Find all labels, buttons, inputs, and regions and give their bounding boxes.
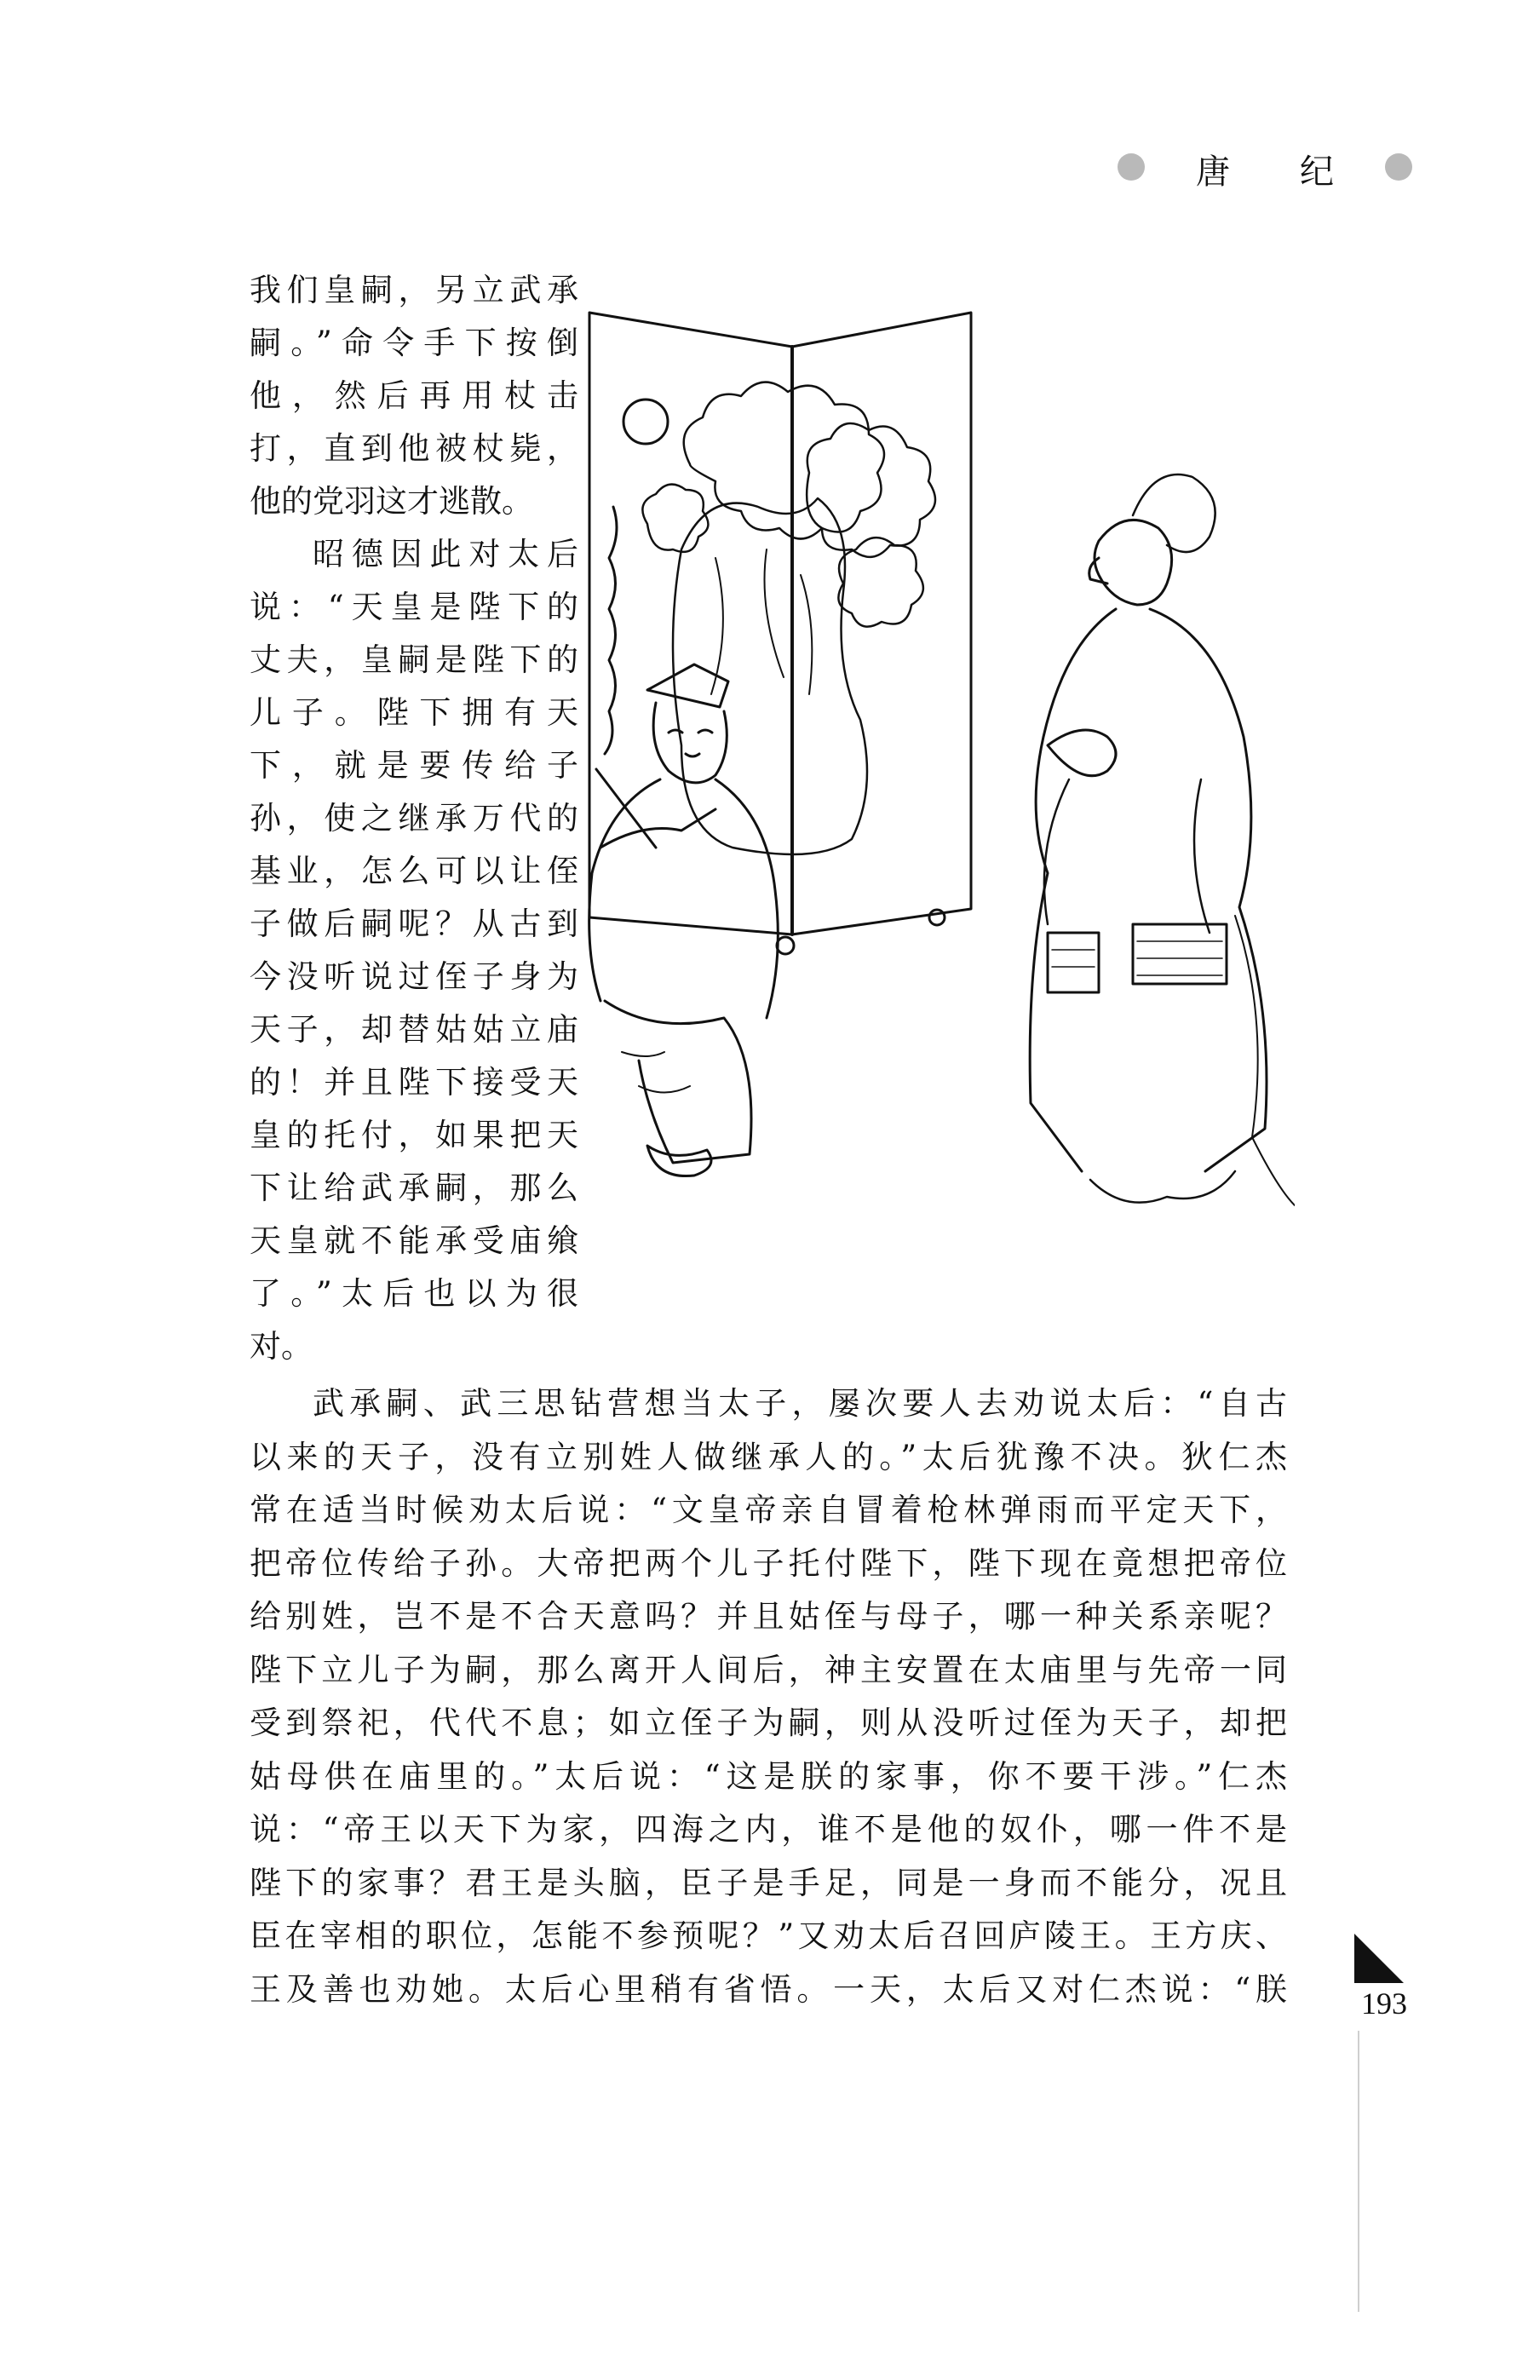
text-line: 皇的托付，如果把天 bbox=[250, 1117, 578, 1153]
folding-screen-drawing bbox=[589, 313, 971, 954]
text-line: 以来的天子，没有立别姓人做继承人的。”太后犹豫不决。狄仁杰 bbox=[250, 1438, 1287, 1475]
header-left-dot bbox=[1118, 153, 1145, 181]
text-line: 说：“帝王以天下为家，四海之内，谁不是他的奴仆，哪一件不是 bbox=[250, 1811, 1287, 1848]
text-line: 陛下立儿子为嗣，那么离开人间后，神主安置在太庙里与先帝一同 bbox=[250, 1651, 1287, 1688]
text-line: 昭德因此对太后 bbox=[313, 536, 578, 572]
text-line: 丈夫，皇嗣是陛下的 bbox=[250, 641, 578, 678]
text-line: 把帝位传给子孙。大帝把两个儿子托付陛下，陛下现在竟想把帝位 bbox=[250, 1544, 1287, 1582]
text-line: 天子，却替姑姑立庙 bbox=[250, 1011, 578, 1048]
text-line: 他，然后再用杖击 bbox=[250, 377, 578, 414]
text-line: 天皇就不能承受庙飨 bbox=[250, 1222, 578, 1259]
illustration bbox=[588, 302, 1295, 1308]
text-line: 他的党羽这才逃散。 bbox=[250, 483, 533, 520]
text-line: 下，就是要传给子 bbox=[250, 747, 578, 784]
header-char-ji: 纪 bbox=[1300, 152, 1334, 192]
header-char-tang: 唐 bbox=[1196, 152, 1230, 192]
text-line: 王及善也劝她。太后心里稍有省悟。一天，太后又对仁杰说：“朕 bbox=[250, 1970, 1287, 2008]
text-line: 对。 bbox=[250, 1328, 313, 1365]
text-line: 说：“天皇是陛下的 bbox=[250, 589, 578, 625]
page-corner-tab bbox=[1354, 1934, 1404, 1983]
text-line: 姑母供在庙里的。”太后说：“这是朕的家事，你不要干涉。”仁杰 bbox=[250, 1757, 1287, 1795]
text-line: 嗣。”命令手下按倒 bbox=[250, 325, 578, 361]
text-line: 基业，怎么可以让侄 bbox=[250, 853, 578, 889]
text-line: 受到祭祀，代代不息；如立侄子为嗣，则从没听过侄为天子，却把 bbox=[250, 1705, 1287, 1741]
text-line: 儿子。陛下拥有天 bbox=[250, 694, 578, 731]
text-line: 武承嗣、武三思钻营想当太子，屡次要人去劝说太后：“自古 bbox=[313, 1385, 1287, 1422]
text-line: 孙，使之继承万代的 bbox=[250, 800, 578, 836]
text-line: 臣在宰相的职位，怎能不参预呢？”又劝太后召回庐陵王。王方庆、 bbox=[250, 1917, 1287, 1954]
text-line: 下让给武承嗣，那么 bbox=[250, 1170, 578, 1206]
text-line: 子做后嗣呢？从古到 bbox=[250, 905, 578, 942]
moon-drawing bbox=[623, 400, 668, 444]
header-right-dot bbox=[1385, 153, 1412, 181]
standing-lady-drawing bbox=[1030, 474, 1295, 1205]
text-line: 的！并且陛下接受天 bbox=[250, 1064, 578, 1101]
vine-drawing bbox=[605, 507, 617, 754]
text-line: 了。”太后也以为很 bbox=[250, 1275, 578, 1312]
text-line: 打，直到他被杖毙， bbox=[250, 430, 578, 467]
narrow-text-column bbox=[250, 264, 578, 1373]
text-line: 陛下的家事？君王是头脑，臣子是手足，同是一身而不能分，况且 bbox=[250, 1864, 1287, 1901]
page-number: 193 bbox=[1361, 1986, 1407, 2021]
text-line: 给别姓，岂不是不合天意吗？并且姑侄与母子，哪一种关系亲呢？ bbox=[250, 1598, 1287, 1635]
page-edge-rule bbox=[1358, 2031, 1359, 2312]
text-line: 今没听说过侄子身为 bbox=[250, 958, 578, 995]
text-line: 常在适当时候劝太后说：“文皇帝亲自冒着枪林弹雨而平定天下， bbox=[250, 1492, 1287, 1528]
main-paragraph bbox=[250, 1377, 1287, 2016]
text-line: 我们皇嗣，另立武承 bbox=[250, 272, 578, 308]
